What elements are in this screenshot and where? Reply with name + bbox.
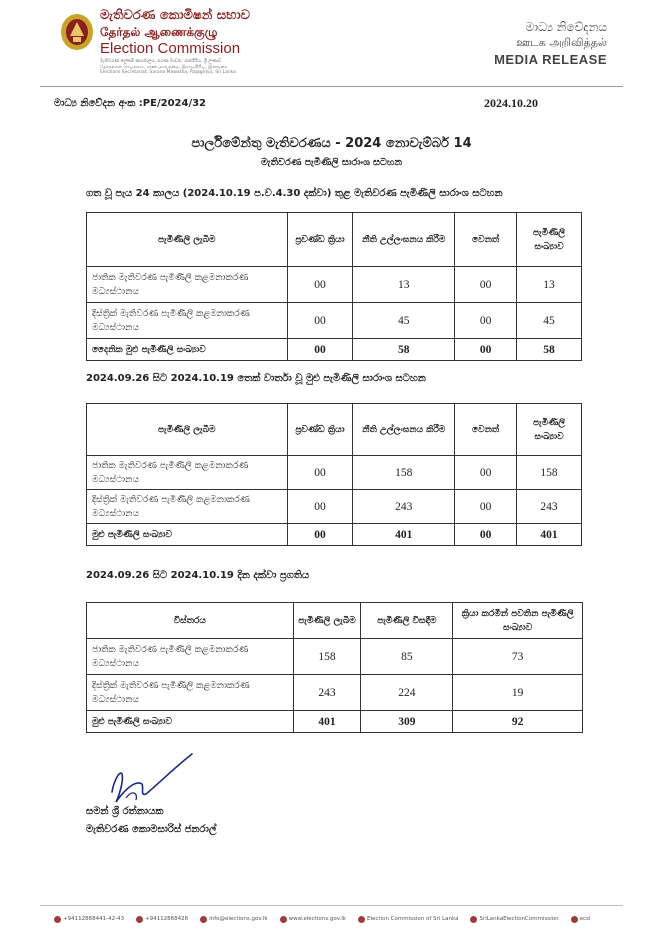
- cell-law-violation: 58: [353, 339, 455, 361]
- section-3-table: [86, 602, 583, 733]
- cell-other: 00: [455, 303, 517, 339]
- row-label: දිස්ත්‍රික් මැතිවරණ පැමිණිලි කළමනාකරණ මධ්‍යස්ථානය: [87, 490, 288, 524]
- table-header-row: [87, 404, 582, 456]
- cell-law-violation: 45: [353, 303, 455, 339]
- section-1-table: [86, 212, 582, 361]
- cell-violence: 00: [287, 339, 353, 361]
- page-subtitle: මැතිවරණ පැමිණිලි සාරාංශ සටහන: [260, 157, 403, 168]
- media-release-sinhala: මාධ්‍ය නිවේදනය: [525, 20, 607, 34]
- column-header: පැමිණිලි සංඛ්‍යාව: [517, 404, 582, 456]
- table-row: [87, 490, 582, 524]
- cell-other: 00: [455, 267, 517, 303]
- cell-pending: 92: [453, 711, 583, 733]
- column-header: පැමිණිලි ලැබීම: [87, 213, 288, 267]
- release-date: 2024.10.20: [484, 96, 538, 110]
- header-divider: [40, 86, 623, 87]
- table-row: [87, 267, 582, 303]
- footer-instagram[interactable]: ecsl: [571, 916, 591, 923]
- row-label: දිස්ත්‍රික් මැතිවරණ පැමිණිලි කළමනාකරණ මධ්‍යස්ථානය: [87, 675, 294, 711]
- handwritten-signature: [96, 740, 206, 815]
- column-header: විස්තරය: [87, 603, 294, 639]
- table-row: [87, 456, 582, 490]
- section-1-heading: ගත වූ පැය 24 කාලය (2024.10.19 ප.ව.4.30 දක්වා) තුළ මැතිවරණ පැමිණිලි සාරාංශ සටහන: [86, 188, 503, 199]
- fax-icon: [136, 916, 143, 923]
- globe-icon: [280, 916, 287, 923]
- cell-total: 401: [517, 524, 582, 546]
- footer-phone-1: +94112868441-42-43: [54, 916, 124, 923]
- cell-law-violation: 13: [353, 267, 455, 303]
- table-row: [87, 303, 582, 339]
- cell-resolved: 224: [361, 675, 453, 711]
- cell-violence: 00: [287, 524, 353, 546]
- cell-violence: 00: [287, 490, 353, 524]
- footer-website[interactable]: www.elections.gov.lk: [280, 916, 346, 923]
- page-title: පාර්ලිමේන්තු මැතිවරණය - 2024 නොවැම්බර් 14: [191, 136, 472, 151]
- signatory-title: මැතිවරණ කොමසාරිස් ජනරාල්: [86, 824, 217, 835]
- cell-pending: 73: [453, 639, 583, 675]
- row-label: ජාතික මැතිවරණ පැමිණිලි කළමනාකරණ මධ්‍යස්ථානය: [87, 456, 288, 490]
- total-label: මුළු පැමිණිලි සංඛ්‍යාව: [87, 524, 288, 546]
- cell-total: 45: [517, 303, 582, 339]
- footer-phone-2: +94112868426: [136, 916, 188, 923]
- cell-violence: 00: [287, 267, 353, 303]
- cell-received: 401: [293, 711, 361, 733]
- media-release-tamil: ஊடக அறிவித்தல்: [516, 36, 607, 49]
- row-label: ජාතික මැතිවරණ පැමිණිලි කළමනාකරණ මධ්‍යස්ථානය: [87, 267, 288, 303]
- cell-law-violation: 243: [353, 490, 455, 524]
- address-english: Elections Secretariat, Sarana Mawatha, Rajagiriya, Sri Lanka: [100, 70, 236, 75]
- cell-law-violation: 158: [353, 456, 455, 490]
- footer-facebook[interactable]: Election Commission of Sri Lanka: [358, 916, 458, 923]
- cell-total: 58: [517, 339, 582, 361]
- cell-other: 00: [455, 456, 517, 490]
- table-header-row: [87, 603, 583, 639]
- phone-icon: [54, 916, 61, 923]
- column-header: පැමිණිලි ලැබීම: [293, 603, 361, 639]
- email-icon: [200, 916, 207, 923]
- cell-total: 13: [517, 267, 582, 303]
- footer-divider: [40, 905, 623, 906]
- cell-resolved: 85: [361, 639, 453, 675]
- cell-other: 00: [455, 524, 517, 546]
- table-header-row: [87, 213, 582, 267]
- column-header: වෙනත්: [455, 213, 517, 267]
- org-name-sinhala: මැතිවරණ කොමිෂන් සභාව: [100, 8, 250, 23]
- section-3-heading: 2024.09.26 සිට 2024.10.19 දින දක්වා ප්‍රගතිය: [86, 570, 310, 581]
- column-header: නීති උල්ලංඝනය කිරීම: [353, 213, 455, 267]
- footer-twitter[interactable]: SriLankaElectionCommission: [470, 916, 558, 923]
- cell-total: 158: [517, 456, 582, 490]
- cell-resolved: 309: [361, 711, 453, 733]
- row-label: දිස්ත්‍රික් මැතිවරණ පැමිණිලි කළමනාකරණ මධ්‍යස්ථානය: [87, 303, 288, 339]
- facebook-icon: [358, 916, 365, 923]
- cell-pending: 19: [453, 675, 583, 711]
- cell-total: 243: [517, 490, 582, 524]
- footer-email[interactable]: info@elections.gov.lk: [200, 916, 267, 923]
- election-commission-seal-icon: [58, 10, 96, 52]
- reference-number: මාධ්‍ය නිවේදන අංක :PE/2024/32: [54, 98, 207, 109]
- total-label: දෛනික මුළු පැමිණිලි සංඛ්‍යාව: [87, 339, 288, 361]
- table-total-row: [87, 339, 582, 361]
- column-header: පැමිණිලි සංඛ්‍යාව: [517, 213, 582, 267]
- column-header: ප්‍රචණ්ඩ ක්‍රියා: [287, 213, 353, 267]
- media-release-english: MEDIA RELEASE: [494, 52, 607, 67]
- footer-contacts: [54, 913, 624, 925]
- cell-received: 158: [293, 639, 361, 675]
- column-header: ප්‍රචණ්ඩ ක්‍රියා: [287, 404, 353, 456]
- table-total-row: [87, 711, 583, 733]
- address-tamil: தேர்தல்கள் செயலகம், சரண மாவத்தை, இராஜகிரிய, இலங்கை: [100, 65, 228, 70]
- column-header: පැමිණිලි ලැබීම: [87, 404, 288, 456]
- section-2-table: [86, 403, 582, 546]
- table-row: [87, 675, 583, 711]
- row-label: ජාතික මැතිවරණ පැමිණිලි කළමනාකරණ මධ්‍යස්ථානය: [87, 639, 294, 675]
- cell-violence: 00: [287, 456, 353, 490]
- instagram-icon: [571, 916, 578, 923]
- column-header: පැමිණිලි විසඳීම: [361, 603, 453, 639]
- total-label: මුළු පැමිණිලි සංඛ්‍යාව: [87, 711, 294, 733]
- cell-violence: 00: [287, 303, 353, 339]
- org-name-tamil: தேர்தல் ஆணைக்குழு: [100, 25, 218, 39]
- address-sinhala: මැතිවරණ ලේකම් කාර්යාලය, සරණ මාවත, රාජගිරිය, ශ්‍රී ලංකාව: [100, 59, 222, 64]
- table-row: [87, 639, 583, 675]
- column-header: ක්‍රියා කරමින් පවතින පැමිණිලි සංඛ්‍යාව: [453, 603, 583, 639]
- section-2-heading: 2024.09.26 සිට 2024.10.19 තෙක් වාර්තා වූ මුළු පැමිණිලි සාරාංශ සටහන: [86, 373, 426, 384]
- org-name-english: Election Commission: [100, 40, 241, 57]
- signatory-name: සමන් ශ්‍රී රත්නායක: [86, 806, 164, 817]
- table-total-row: [87, 524, 582, 546]
- cell-law-violation: 401: [353, 524, 455, 546]
- column-header: වෙනත්: [455, 404, 517, 456]
- twitter-icon: [470, 916, 477, 923]
- column-header: නීති උල්ලංඝනය කිරීම: [353, 404, 455, 456]
- cell-other: 00: [455, 339, 517, 361]
- cell-received: 243: [293, 675, 361, 711]
- cell-other: 00: [455, 490, 517, 524]
